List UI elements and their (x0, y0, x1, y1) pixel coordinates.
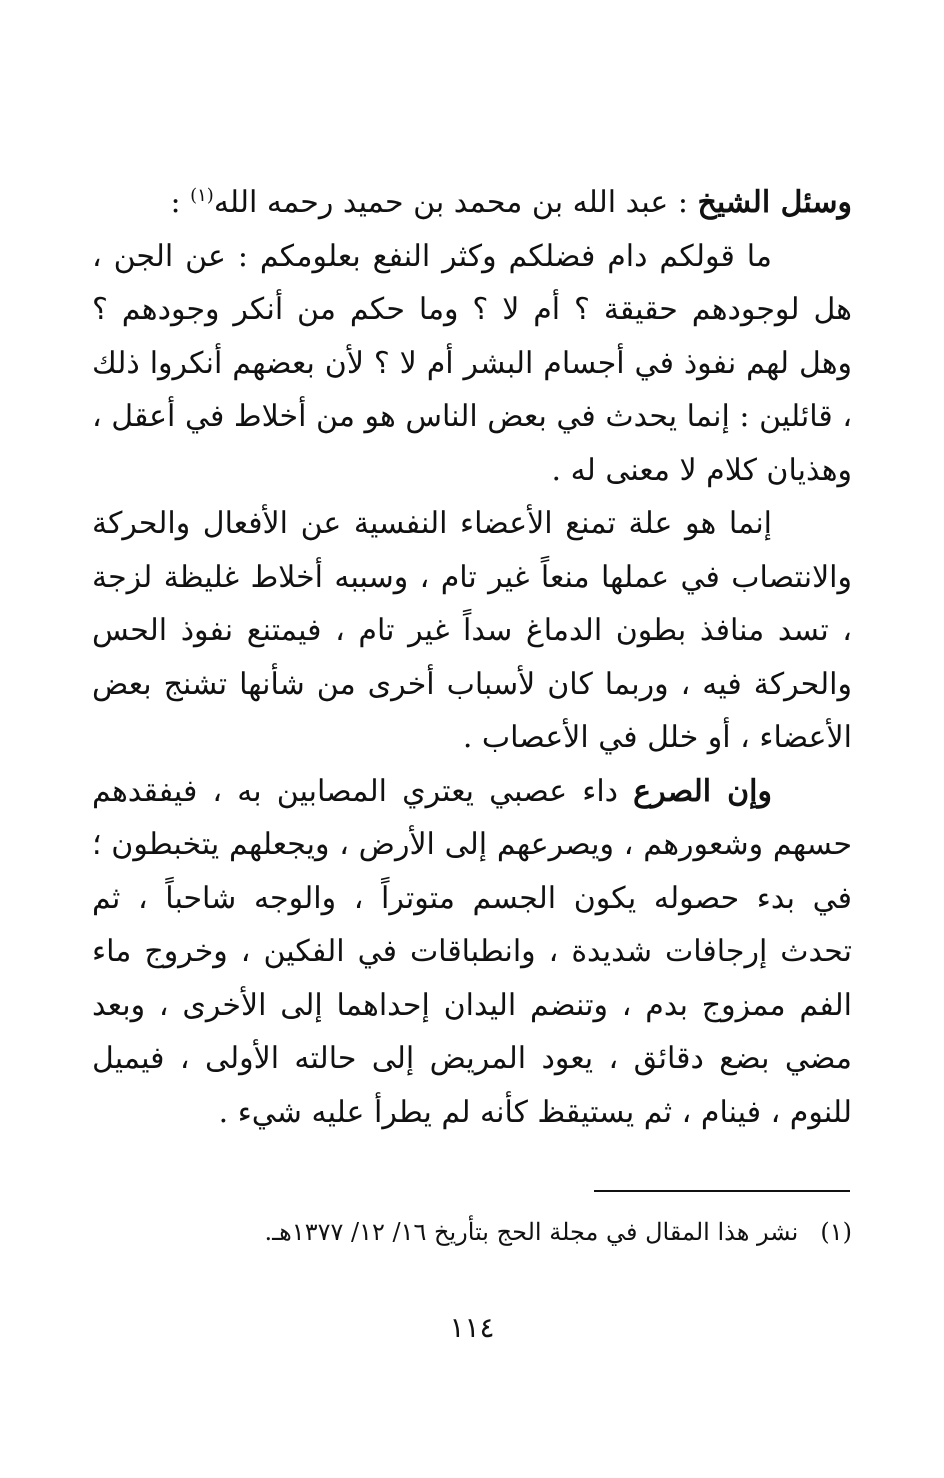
question-intro-paragraph (92, 176, 852, 230)
question-paragraph: ما قولكم دام فضلكم وكثر النفع بعلومكم : عن الجن ، هل لوجودهم حقيقة ؟ أم لا ؟ وما حكم من أنكر وجودهم ؟ وهل لهم نفوذ في أجسام البشر أم لا ؟ لأن بعضهم أنكروا ذلك ، قائلين : إنما يحدث في بعض الناس هو من أخلاط في أعقل ، وهذيان كلام لا معنى له . (92, 238, 852, 488)
page-number: ١١٤ (449, 1311, 495, 1344)
footnote-divider (594, 1190, 850, 1192)
intro-colon: : (170, 185, 191, 220)
sheikh-name: : عبد الله بن محمد بن حميد رحمه الله (213, 185, 698, 220)
epilepsy-heading: وإن الصرع (633, 773, 773, 809)
answer-paragraph-2 (92, 765, 852, 1140)
main-text (92, 176, 852, 1139)
footnote (92, 1212, 852, 1252)
footnote-text: نشر هذا المقال في مجلة الحج بتأريخ ١٦/ ١٢/ ١٣٧٧هـ. (264, 1218, 799, 1246)
answer-paragraph-1: إنما هو علة تمنع الأعضاء النفسية عن الأفعال والحركة والانتصاب في عملها منعاً غير تام ، وسببه أخلاط غليظة لزجة ، تسد منافذ بطون الدماغ سداً غير تام ، فيمتنع نفوذ الحس والحركة فيه ، وربما كان لأسباب أخرى من شأنها تشنج بعض الأعضاء ، أو خلل في الأعصاب . (92, 506, 852, 755)
footnote-reference[interactable]: (١) (190, 185, 214, 206)
epilepsy-description: داء عصبي يعتري المصابين به ، فيفقدهم حسهم وشعورهم ، ويصرعهم إلى الأرض ، ويجعلهم يتخبطون ؛ في بدء حصوله يكون الجسم متوتراً ، والوجه شاحباً ، ثم تحدث إرجافات شديدة ، وانطباقات في الفكين ، وخروج ماء الفم ممزوج بدم ، وتنضم اليدان إحداهما إلى الأخرى ، وبعد مضي بضع دقائق ، يعود المريض إلى حالته الأولى ، فيميل للنوم ، فينام ، ثم يستيقظ كأنه لم يطرأ عليه شيء . (92, 773, 852, 1130)
question-heading: وسئل الشيخ (697, 185, 852, 220)
footnote-number: (١) (820, 1218, 852, 1246)
